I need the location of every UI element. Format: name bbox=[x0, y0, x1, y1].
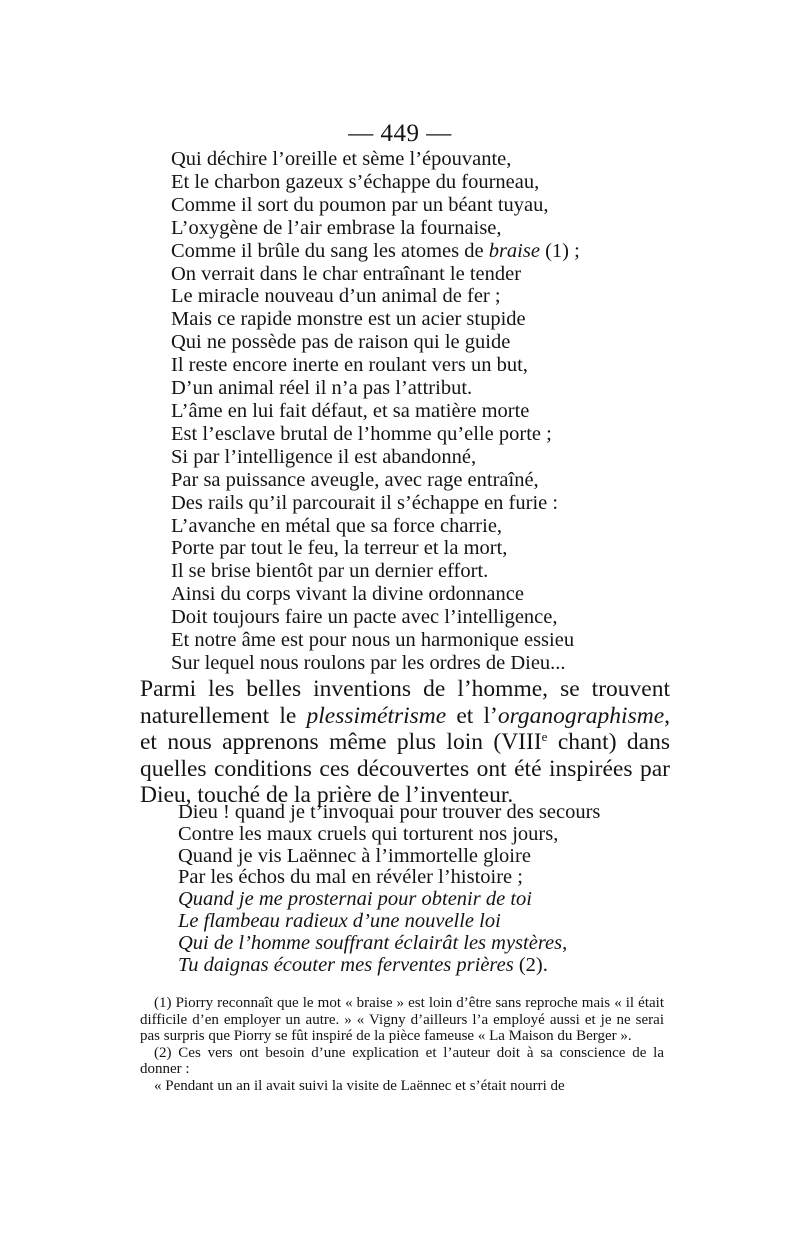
verse-line: Et notre âme est pour nous un harmonique essieu bbox=[171, 629, 575, 652]
verse-line: Il se brise bientôt par un dernier effort. bbox=[171, 560, 489, 583]
prose-paragraph bbox=[140, 676, 670, 809]
footnote-word: braise bbox=[356, 995, 393, 1011]
verse-line: Qui déchire l’oreille et sème l’épouvante, bbox=[171, 148, 512, 170]
footnote-2-continued: « Pendant un an il avait suivi la visite de Laënnec et s’était nourri de bbox=[154, 1077, 565, 1094]
verse-line-braise bbox=[171, 240, 580, 263]
footnote-1 bbox=[140, 995, 664, 1045]
verse-line: On verrait dans le char entraînant le tender bbox=[171, 262, 522, 285]
prose-italic-term: organographisme bbox=[497, 702, 665, 729]
verse-line-italic: Le flambeau radieux d’une nouvelle loi bbox=[178, 909, 501, 932]
verse-line: Est l’esclave brutal de l’homme qu’elle porte ; bbox=[171, 422, 552, 445]
verse-line: Contre les maux cruels qui torturent nos jours, bbox=[178, 822, 559, 845]
verse-line: Il reste encore inerte en roulant vers un but, bbox=[171, 354, 528, 377]
verse-line: Le miracle nouveau d’un animal de fer ; bbox=[171, 285, 501, 308]
verse-line: Qui ne possède pas de raison qui le guide bbox=[171, 331, 511, 354]
verse-line: L’âme en lui fait défaut, et sa matière morte bbox=[171, 399, 530, 422]
footnote-text: » est loin d’être sans reproche mais « il était difficile d’en employer un autre. » « Vigny d’ailleurs l’a employé aussi et je ne serai pas surpris que Piorry se fût inspiré de la pièce fameuse « La Maison du Berger ». bbox=[140, 995, 664, 1045]
verse-line: Sur lequel nous roulons par les ordres de Dieu... bbox=[171, 651, 566, 674]
verse-line: Ainsi du corps vivant la divine ordonnance bbox=[171, 583, 524, 606]
verse-line: Porte par tout le feu, la terreur et la mort, bbox=[171, 537, 508, 560]
verse-italic-text: Tu daignas écouter mes ferventes prières bbox=[178, 953, 514, 976]
verse-line: Par sa puissance aveugle, avec rage entraîné, bbox=[171, 468, 539, 491]
page-number: — 449 — bbox=[348, 120, 452, 147]
verse-line: Comme il sort du poumon par un béant tuyau, bbox=[171, 193, 549, 216]
footnote-ref: (1) ; bbox=[539, 239, 580, 262]
prose-text: , et nous apprenons même plus loin (VIII bbox=[140, 702, 670, 755]
verse-line: Dieu ! quand je t’invoquai pour trouver des secours bbox=[178, 801, 601, 823]
verse-line: Et le charbon gazeux s’échappe du fourneau, bbox=[171, 170, 540, 193]
footnotes bbox=[140, 995, 664, 1095]
verse-line: L’avanche en métal que sa force charrie, bbox=[171, 514, 503, 537]
prose-text: Parmi les belles inventions de l’homme, se trouvent naturellement le bbox=[140, 676, 670, 729]
prose-italic-term: plessimétrisme bbox=[306, 702, 447, 729]
verse-line: Mais ce rapide monstre est un acier stupide bbox=[171, 308, 526, 331]
verse-italic-word: braise bbox=[488, 239, 540, 262]
verse-line-italic: Quand je me prosternai pour obtenir de toi bbox=[178, 888, 532, 911]
verse-line-italic: Qui de l’homme souffrant éclairât les mystères, bbox=[178, 931, 568, 954]
prose-text: chant) dans quelles conditions ces découvertes ont été inspirées par Dieu, touché de la prière de l’inventeur. bbox=[140, 729, 670, 808]
prose-superscript: e bbox=[541, 729, 548, 744]
verse-text: Comme il brûle du sang les atomes de bbox=[171, 239, 489, 262]
verse-line: Si par l’intelligence il est abandonné, bbox=[171, 445, 477, 468]
verse-line: Doit toujours faire un pacte avec l’intelligence, bbox=[171, 606, 558, 629]
verse-line: Des rails qu’il parcourait il s’échappe en furie : bbox=[171, 491, 559, 514]
verse-line-last bbox=[178, 955, 600, 977]
poem-stanza-1 bbox=[171, 148, 580, 675]
prose-text: et l’ bbox=[446, 702, 498, 729]
verse-line: Par les échos du mal en révéler l’histoire ; bbox=[178, 866, 523, 889]
verse-line: Quand je vis Laënnec à l’immortelle gloire bbox=[178, 844, 531, 867]
footnote-2: (2) Ces vers ont besoin d’une explication et l’auteur doit à sa conscience de la donner : bbox=[140, 1044, 664, 1078]
footnote-ref: (2). bbox=[513, 953, 548, 976]
verse-line: L’oxygène de l’air embrase la fournaise, bbox=[171, 216, 502, 239]
verse-line: D’un animal réel il n’a pas l’attribut. bbox=[171, 377, 473, 400]
footnote-text: (1) Piorry reconnaît que le mot « bbox=[154, 995, 357, 1011]
poem-stanza-2 bbox=[178, 802, 600, 976]
